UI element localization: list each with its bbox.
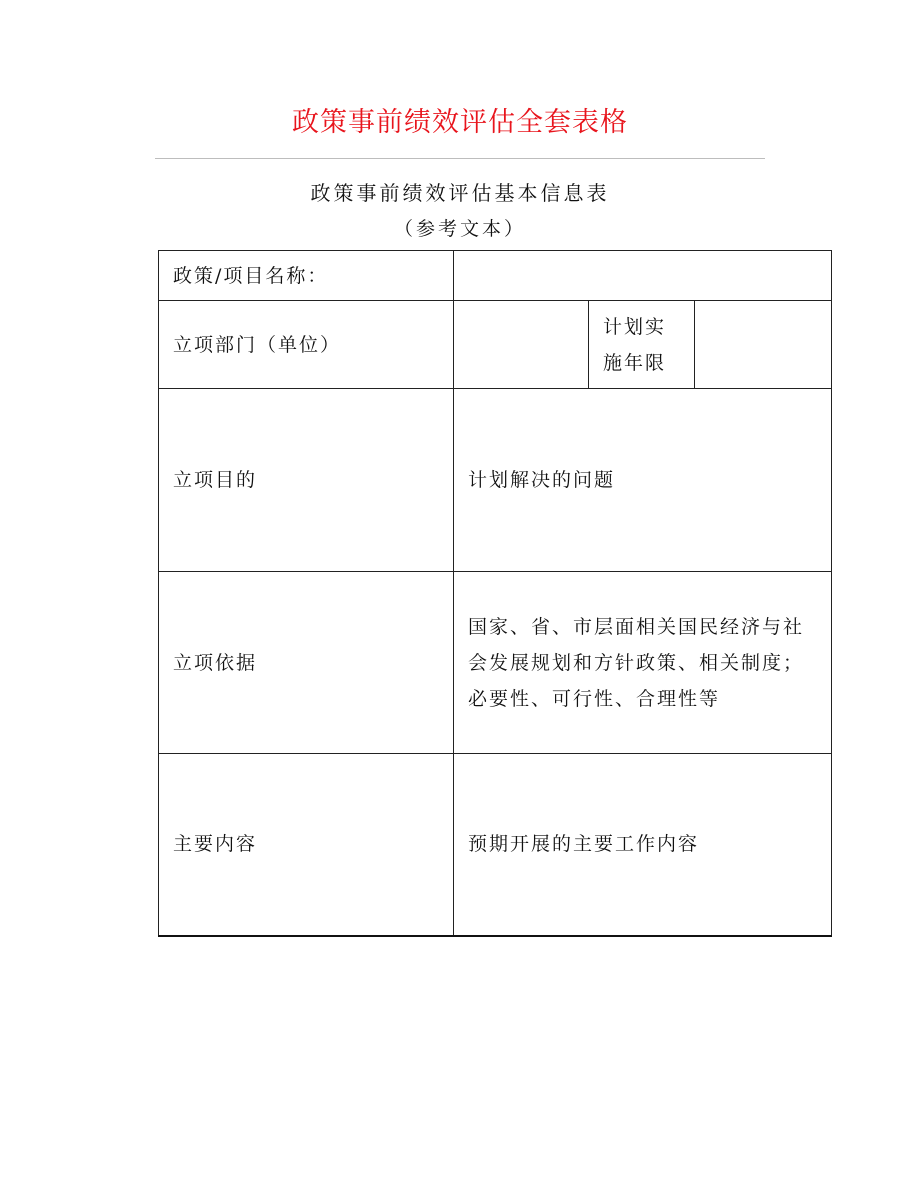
document-title: 政策事前绩效评估全套表格 <box>292 107 628 138</box>
content-label: 主要内容 <box>159 754 454 936</box>
content-value: 预期开展的主要工作内容 <box>454 754 832 936</box>
period-value-cell[interactable] <box>695 301 832 389</box>
dept-label: 立项部门（单位） <box>159 301 454 389</box>
title-divider <box>155 158 765 159</box>
period-label: 计划实施年限 <box>589 301 695 389</box>
name-label: 政策/项目名称： <box>159 251 454 301</box>
basis-label: 立项依据 <box>159 572 454 754</box>
dept-value-cell[interactable] <box>454 301 589 389</box>
table-row <box>159 754 832 936</box>
basic-info-table <box>158 250 832 937</box>
purpose-value: 计划解决的问题 <box>454 389 832 572</box>
basis-value: 国家、省、市层面相关国民经济与社会发展规划和方针政策、相关制度；必要性、可行性、合理性等 <box>454 572 832 754</box>
table-row <box>159 301 832 389</box>
table-row <box>159 572 832 754</box>
table-row <box>159 389 832 572</box>
name-value-cell[interactable] <box>454 251 832 301</box>
table-row <box>159 251 832 301</box>
form-title: 政策事前绩效评估基本信息表 <box>310 181 610 205</box>
purpose-label: 立项目的 <box>159 389 454 572</box>
form-title-note: （参考文本） <box>393 218 526 240</box>
